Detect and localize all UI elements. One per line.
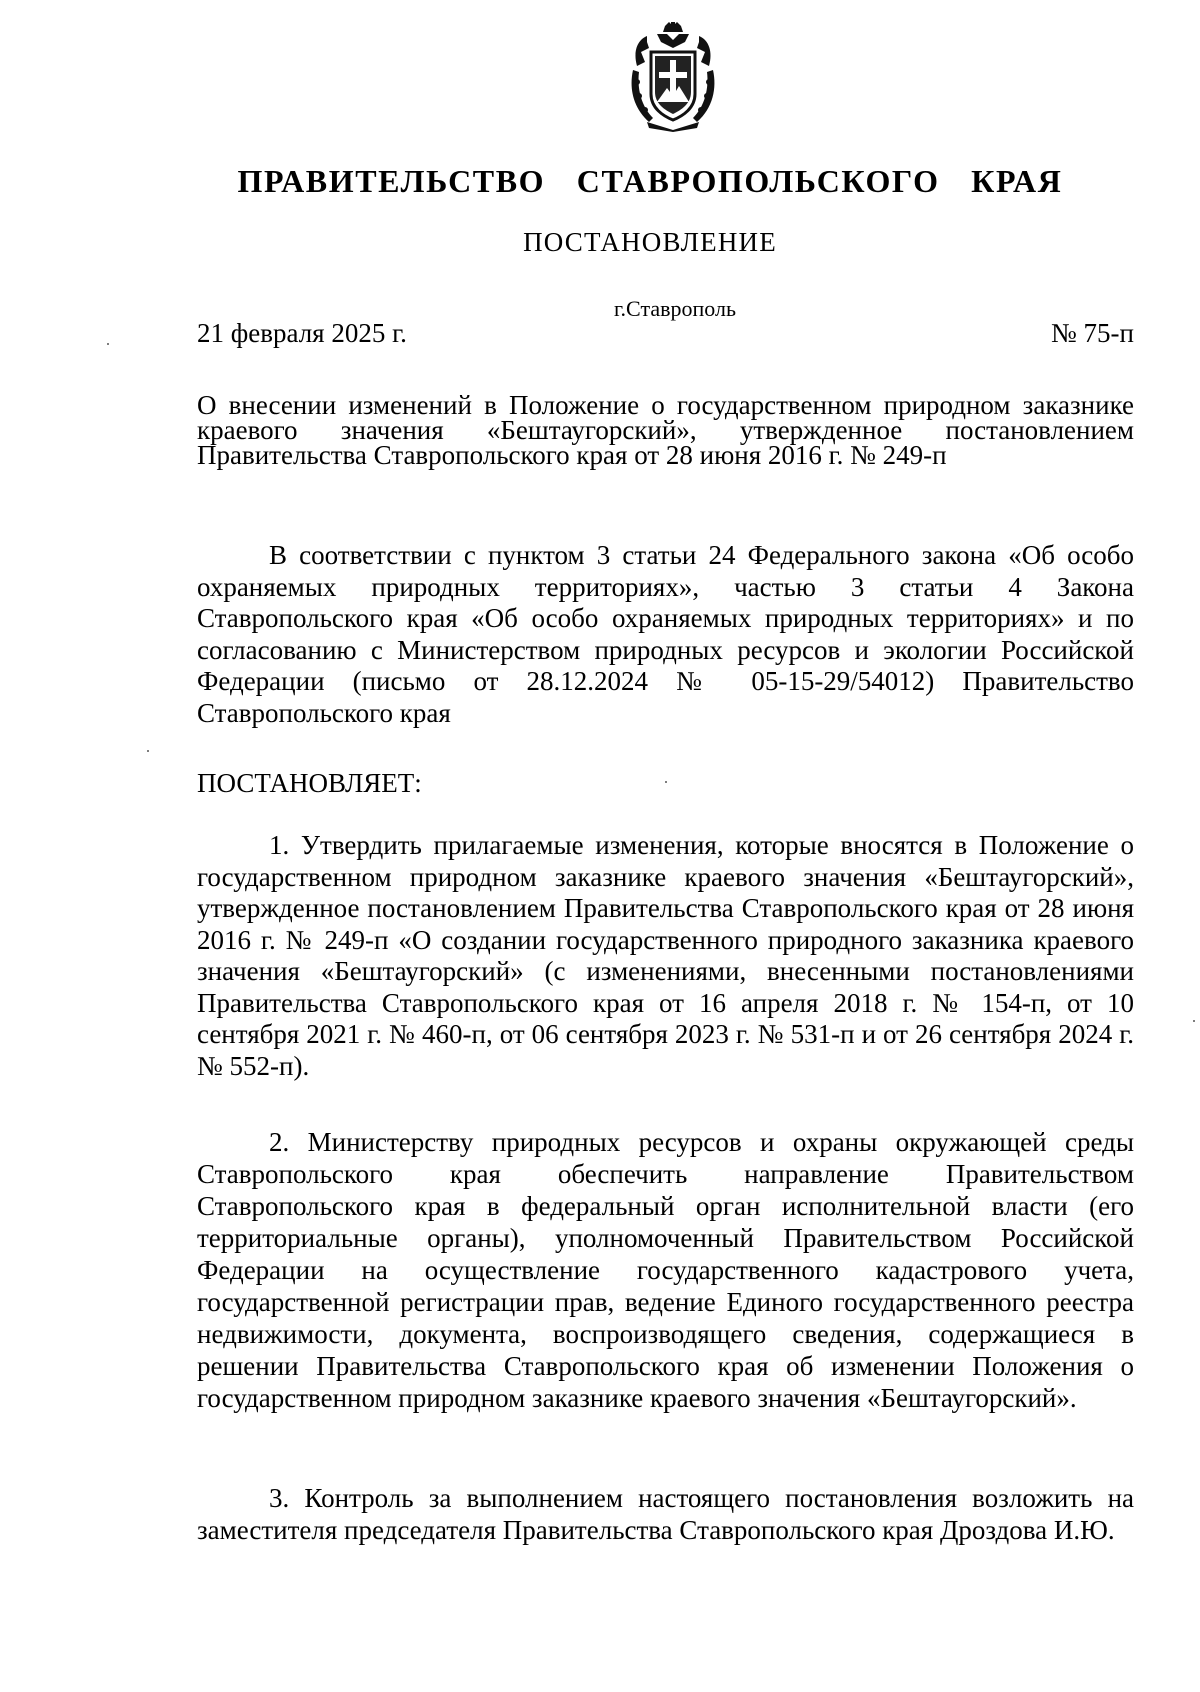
scan-speck bbox=[107, 343, 109, 345]
document-type: ПОСТАНОВЛЕНИЕ bbox=[523, 227, 777, 257]
document-subject: О внесении изменений в Положение о государственном природном заказнике краевого значения «Бештаугорский», утвержденное постановлением Правительства Ставропольского края от 28 июня 2016 г. № 249-п bbox=[197, 390, 1134, 470]
item-2-paragraph: 2. Министерству природных ресурсов и охраны окружающей среды Ставропольского края обеспечить направление Правительством Ставропольского края в федеральный орган исполнительной власти (его территориальные органы), уполномоченный Правительством Российской Федерации на осуществление государственного кадастрового учета, государственной регистрации прав, ведение Единого государственного реестра недвижимости, документа, воспроизводящего сведения, содержащиеся в решении Правительства Ставропольского края об изменении Положения о государственном природном заказнике краевого значения «Бештаугорский». bbox=[197, 1127, 1134, 1413]
scan-speck bbox=[147, 750, 149, 752]
document-date: 21 февраля 2025 г. bbox=[197, 318, 407, 348]
stavropol-coat-of-arms-icon bbox=[627, 22, 719, 132]
scan-speck bbox=[1193, 1020, 1195, 1022]
city-label: г.Ставрополь bbox=[614, 296, 736, 321]
government-title: ПРАВИТЕЛЬСТВО СТАВРОПОЛЬСКОГО КРАЯ bbox=[237, 163, 1063, 199]
scan-speck bbox=[665, 781, 667, 783]
decree-heading: ПОСТАНОВЛЯЕТ: bbox=[197, 768, 422, 798]
document-number: № 75-п bbox=[1051, 318, 1134, 348]
item-3-paragraph: 3. Контроль за выполнением настоящего постановления возложить на заместителя председателя Правительства Ставропольского края Дроздова И.Ю. bbox=[197, 1483, 1134, 1545]
preamble-paragraph: В соответствии с пунктом 3 статьи 24 Федерального закона «Об особо охраняемых природных территориях», частью 3 статьи 4 Закона Ставропольского края «Об особо охраняемых природных территориях» и по согласованию с Министерством природных ресурсов и экологии Российской Федерации (письмо от 28.12.2024 № 05-15-29/54012) Правительство Ставропольского края bbox=[197, 540, 1134, 728]
item-1-paragraph: 1. Утвердить прилагаемые изменения, которые вносятся в Положение о государственном природном заказнике краевого значения «Бештаугорский», утвержденное постановлением Правительства Ставропольского края от 28 июня 2016 г. № 249-п «О создании государственного природного заказника краевого значения «Бештаугорский» (с изменениями, внесенными постановлениями Правительства Ставропольского края от 16 апреля 2018 г. № 154-п, от 10 сентября 2021 г. № 460-п, от 06 сентября 2023 г. № 531-п и от 26 сентября 2024 г. № 552-п). bbox=[197, 830, 1134, 1081]
